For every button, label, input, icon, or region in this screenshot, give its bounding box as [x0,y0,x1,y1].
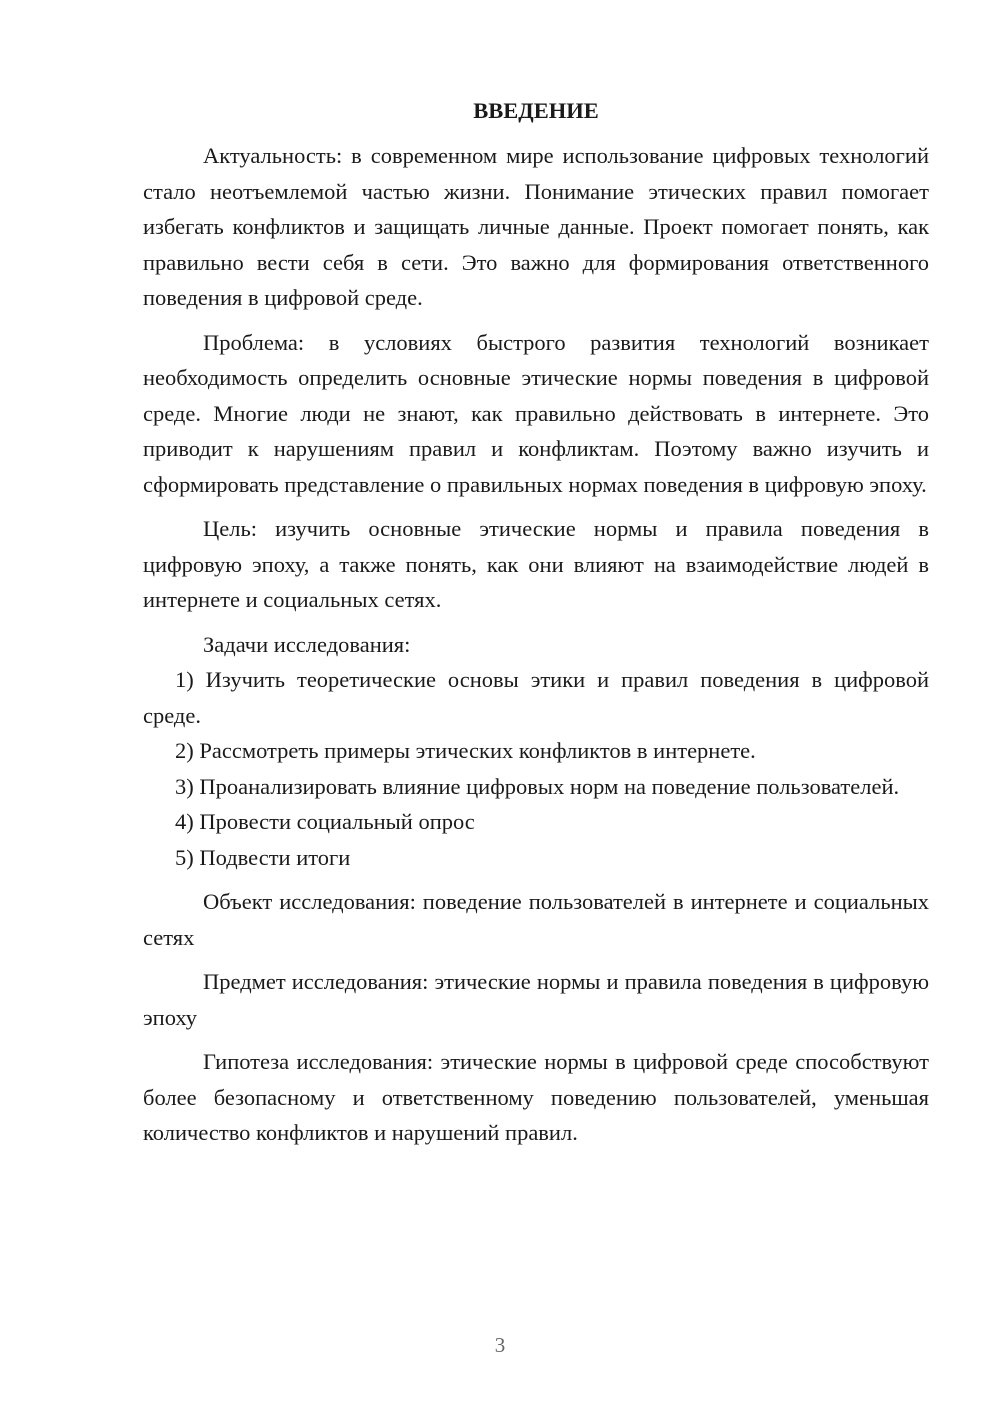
list-item: 2) Рассмотреть примеры этических конфликтов в интернете. [175,738,756,763]
goal-paragraph: Цель: изучить основные этические нормы и правила поведения в цифровую эпоху, а также понять, как они влияют на взаимодействие людей в интернете и социальных сетях. [143,516,929,612]
problem-paragraph: Проблема: в условиях быстрого развития технологий возникает необходимость определить основные этические нормы поведения в цифровой среде. Многие люди не знают, как правильно действовать в интернете. Это приводит к нарушениям правил и конфликтам. Поэтому важно изучить и сформировать представление о правильных нормах поведения в цифровую эпоху. [143,329,929,497]
page-number: 3 [494,1333,506,1357]
relevance-paragraph: Актуальность: в современном мире использование цифровых технологий стало неотъемлемой частью жизни. Понимание этических правил помогает избегать конфликтов и защищать личные данные. Проект помогает понять, как правильно вести себя в сети. Это важно для формирования ответственного поведения в цифровой среде. [143,143,929,310]
subject-paragraph: Предмет исследования: этические нормы и правила поведения в цифровую эпоху [143,969,929,1030]
list-item: 4) Провести социальный опрос [175,809,475,834]
page-title: ВВЕДЕНИЕ [473,98,599,123]
document-body [143,96,929,1151]
list-item: 1) Изучить теоретические основы этики и правил поведения в цифровой среде. [143,667,929,728]
hypothesis-paragraph: Гипотеза исследования: этические нормы в цифровой среде способствуют более безопасному и ответственному поведению пользователей, уменьшая количество конфликтов и нарушений правил. [143,1049,929,1145]
tasks-list [143,662,929,875]
tasks-heading: Задачи исследования: [203,631,411,657]
list-item: 3) Проанализировать влияние цифровых норм на поведение пользователей. [175,773,900,799]
object-paragraph: Объект исследования: поведение пользователей в интернете и социальных сетях [143,889,929,950]
list-item: 5) Подвести итоги [175,844,351,870]
